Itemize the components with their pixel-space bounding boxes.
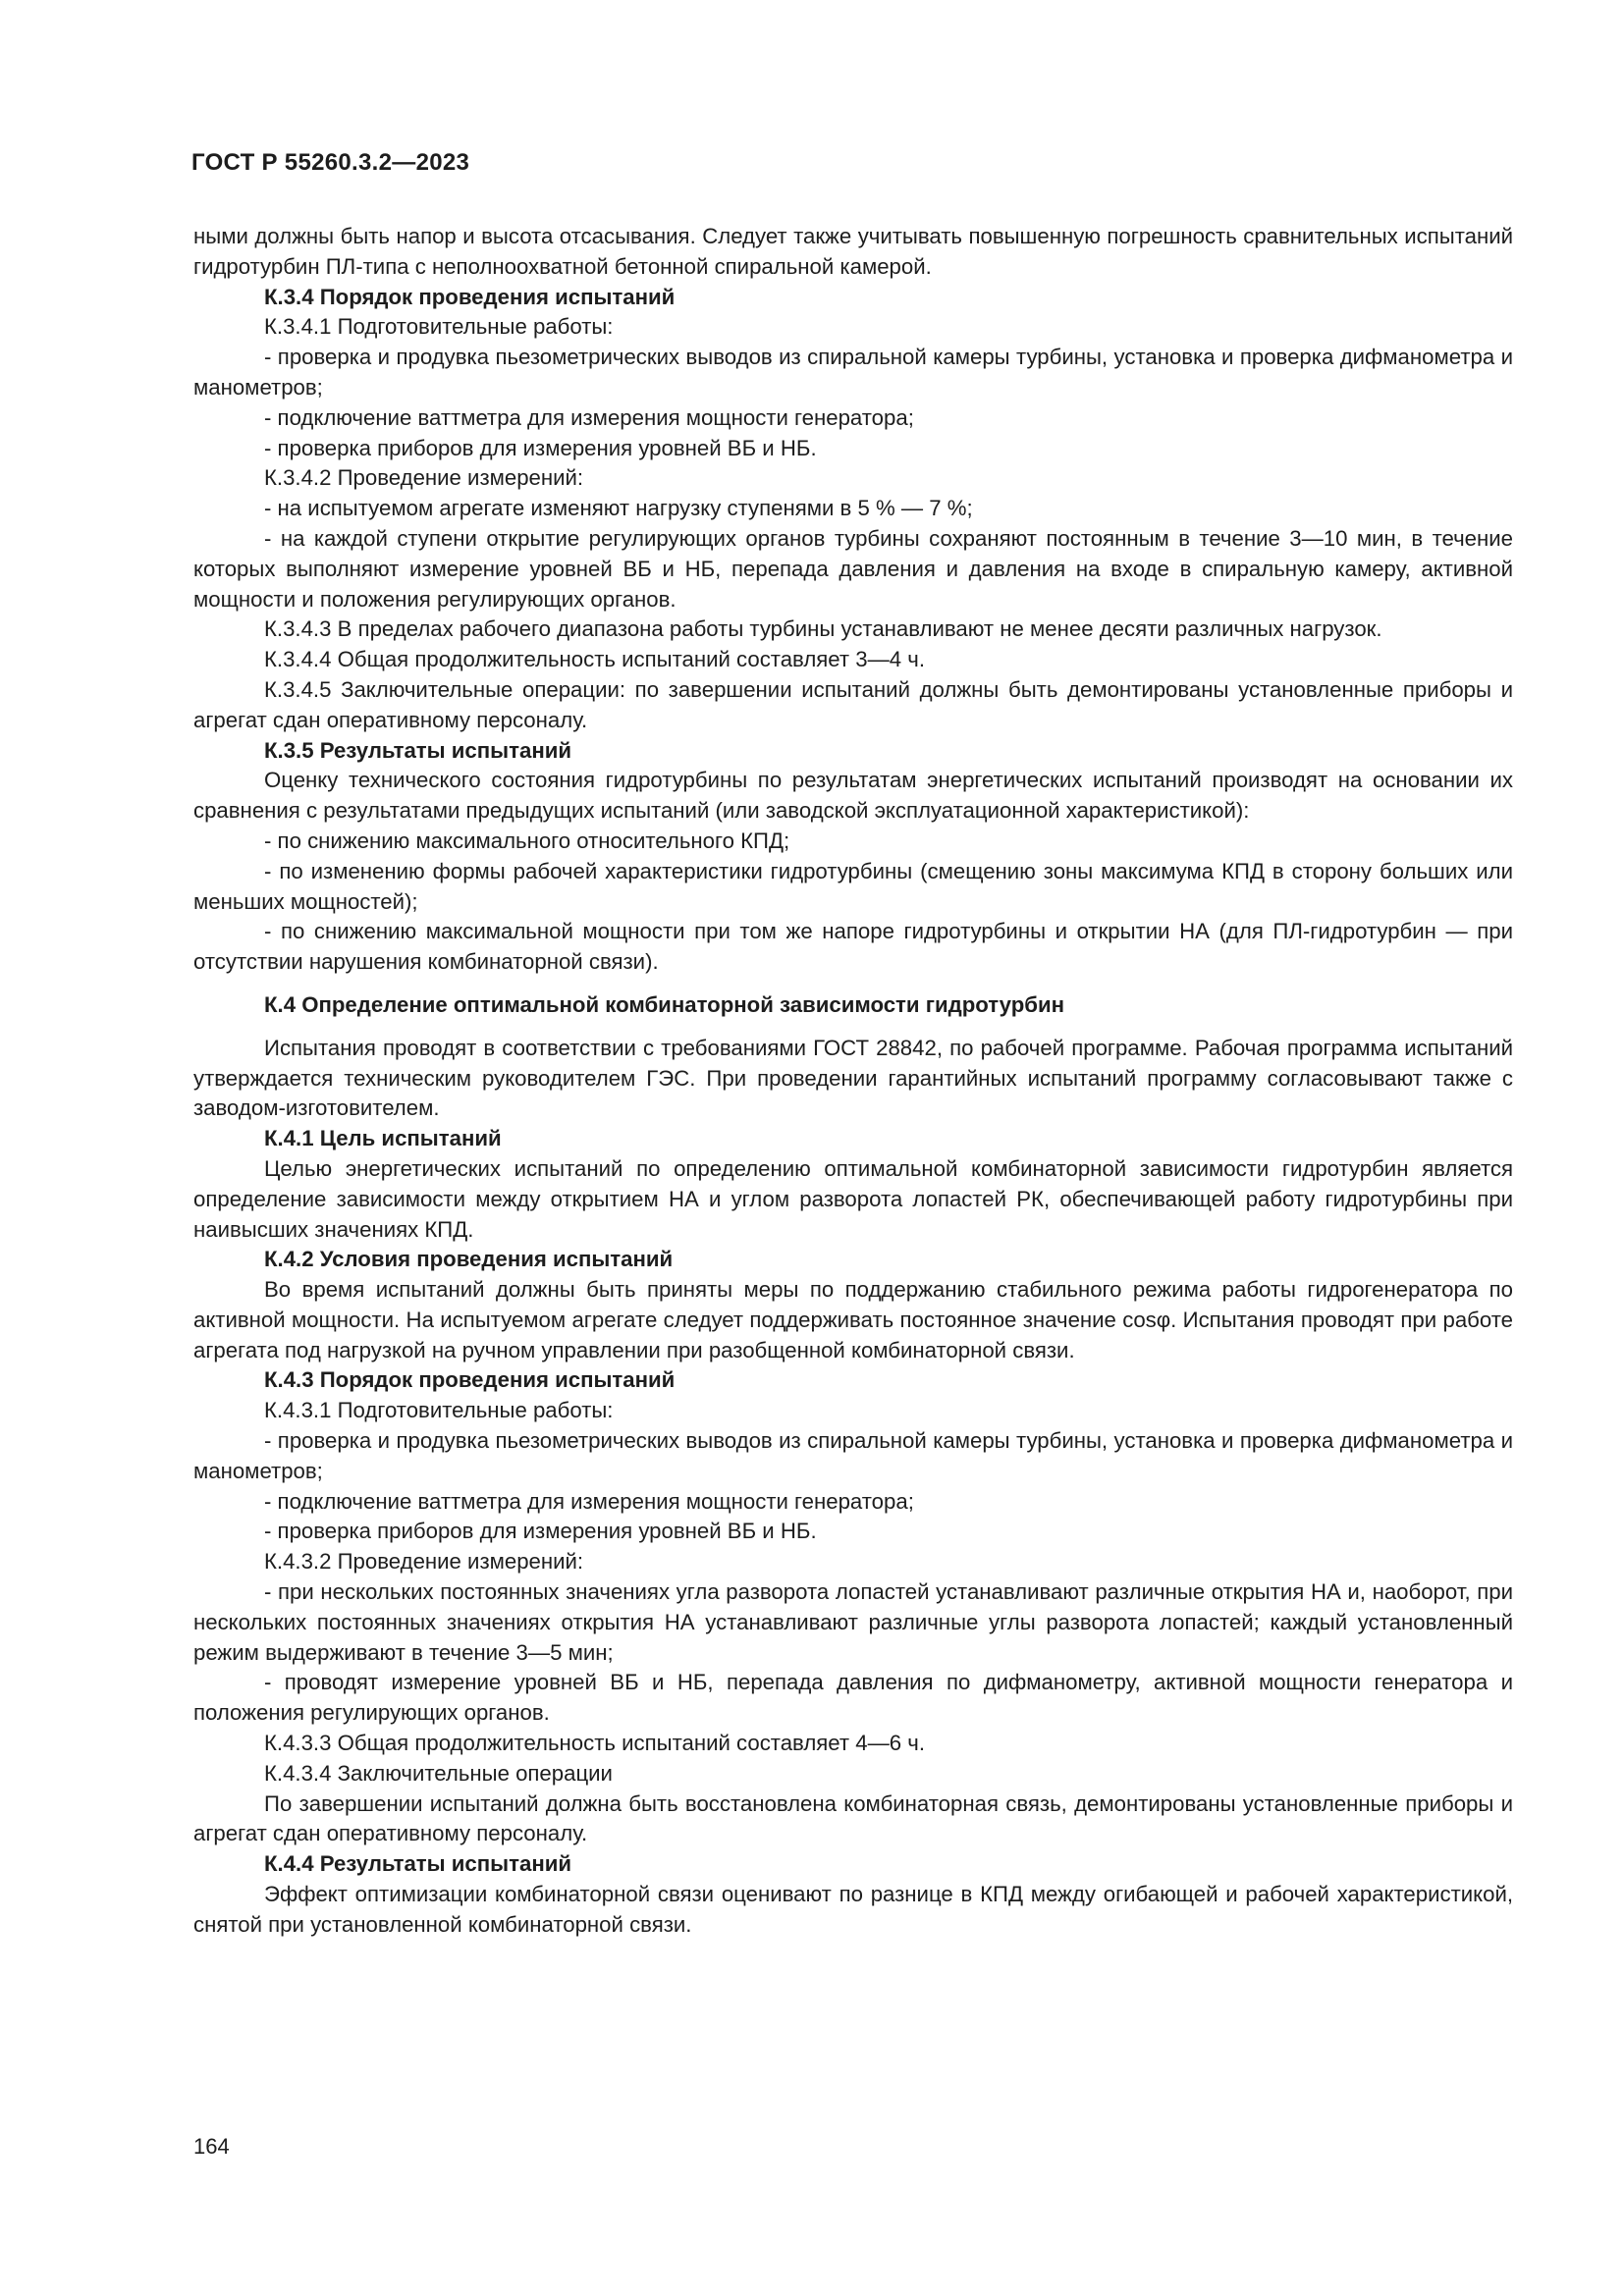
body-paragraph: К.3.4.3 В пределах рабочего диапазона работы турбины устанавливают не менее десяти различных нагрузок. — [264, 616, 1382, 642]
body-paragraph: Эффект оптимизации комбинаторной связи оценивают по разнице в КПД между огибающей и рабочей характеристикой, снятой при установленной комбинаторной связи. — [193, 1882, 1513, 1937]
section-heading: К.4.1 Цель испытаний — [264, 1126, 502, 1151]
body-paragraph: К.4.3.2 Проведение измерений: — [264, 1549, 584, 1575]
document-body — [193, 222, 1513, 1941]
body-paragraph: - проверка и продувка пьезометрических выводов из спиральной камеры турбины, установка и проверка дифманометра и манометров; — [193, 1428, 1513, 1483]
body-paragraph: К.4.3.4 Заключительные операции — [264, 1760, 613, 1786]
body-paragraph: - на испытуемом агрегате изменяют нагрузку ступенями в 5 % — 7 %; — [264, 496, 973, 521]
body-paragraph: К.3.4.2 Проведение измерений: — [264, 465, 584, 491]
body-paragraph: К.3.4.4 Общая продолжительность испытаний составляет 3—4 ч. — [264, 647, 925, 672]
body-paragraph: - на каждой ступени открытие регулирующих органов турбины сохраняют постоянным в течение 3—10 мин, в течение которых выполняют измерение уровней ВБ и НБ, перепада давления и давления на входе в спиральную камеру, активной мощности и положения регулирующих органов. — [193, 525, 1513, 612]
body-paragraph: Испытания проводят в соответствии с требованиями ГОСТ 28842, по рабочей программе. Рабочая программа испытаний утверждается техническим руководителем ГЭС. При проведении гарантийных испытаний программу согласовывают также с заводом-изготовителем. — [193, 1035, 1513, 1121]
body-paragraph: - проводят измерение уровней ВБ и НБ, перепада давления по дифманометру, активной мощности генератора и положения регулирующих органов. — [193, 1670, 1513, 1726]
body-paragraph: Во время испытаний должны быть приняты меры по поддержанию стабильного режима работы гидрогенератора по активной мощности. На испытуемом агрегате следует поддерживать постоянное значение cosφ. Испытания проводят при работе агрегата под нагрузкой на ручном управлении при разобщенной комбинаторной связи. — [193, 1277, 1513, 1362]
body-paragraph: - проверка приборов для измерения уровней ВБ и НБ. — [264, 1519, 817, 1544]
body-paragraph: - проверка приборов для измерения уровней ВБ и НБ. — [264, 435, 817, 460]
section-heading: К.3.5 Результаты испытаний — [264, 737, 572, 763]
section-heading: К.4.2 Условия проведения испытаний — [264, 1247, 674, 1272]
body-paragraph: - при нескольких постоянных значениях угла разворота лопастей устанавливают различные открытия НА и, наоборот, при нескольких постоянных значениях открытия НА устанавливают различные углы разворота лопастей; каждый установленный режим выдерживают в течение 3—5 мин; — [193, 1579, 1513, 1665]
body-paragraph: - по снижению максимального относительного КПД; — [264, 828, 790, 853]
body-paragraph: - проверка и продувка пьезометрических выводов из спиральной камеры турбины, установка и проверка дифманометра и манометров; — [193, 345, 1513, 400]
body-paragraph: К.3.4.1 Подготовительные работы: — [264, 314, 614, 340]
body-paragraph: По завершении испытаний должна быть восстановлена комбинаторная связь, демонтированы установленные приборы и агрегат сдан оперативному персоналу. — [193, 1790, 1513, 1846]
body-paragraph: К.4.3.1 Подготовительные работы: — [264, 1398, 614, 1423]
section-heading: К.4.3 Порядок проведения испытаний — [264, 1367, 676, 1393]
section-heading: К.4 Определение оптимальной комбинаторной зависимости гидротурбин — [264, 991, 1065, 1017]
section-heading: К.4.4 Результаты испытаний — [264, 1851, 572, 1877]
section-heading: К.3.4 Порядок проведения испытаний — [264, 284, 676, 309]
body-paragraph: - по изменению формы рабочей характеристики гидротурбины (смещению зоны максимума КПД в сторону больших или меньших мощностей); — [193, 858, 1513, 914]
body-paragraph: ными должны быть напор и высота отсасывания. Следует также учитывать повышенную погрешность сравнительных испытаний гидротурбин ПЛ-типа с неполноохватной бетонной спиральной камерой. — [193, 224, 1513, 279]
body-paragraph: К.3.4.5 Заключительные операции: по завершении испытаний должны быть демонтированы установленные приборы и агрегат сдан оперативному персоналу. — [193, 676, 1513, 732]
body-paragraph: К.4.3.3 Общая продолжительность испытаний составляет 4—6 ч. — [264, 1731, 925, 1756]
body-paragraph: Целью энергетических испытаний по определению оптимальной комбинаторной зависимости гидротурбин является определение зависимости между открытием НА и углом разворота лопастей РК, обеспечивающей работу гидротурбины при наивысших значениях КПД. — [193, 1155, 1513, 1242]
document-header-title: ГОСТ Р 55260.3.2—2023 — [191, 149, 470, 176]
body-paragraph: Оценку технического состояния гидротурбины по результатам энергетических испытаний производят на основании их сравнения с результатами предыдущих испытаний (или заводской эксплуатационной характеристикой): — [193, 768, 1513, 824]
page-number: 164 — [193, 2134, 230, 2159]
body-paragraph: - по снижению максимальной мощности при том же напоре гидротурбины и открытии НА (для ПЛ-гидротурбин — при отсутствии нарушения комбинаторной связи). — [193, 919, 1513, 975]
body-paragraph: - подключение ваттметра для измерения мощности генератора; — [264, 404, 914, 430]
body-paragraph: - подключение ваттметра для измерения мощности генератора; — [264, 1488, 914, 1514]
